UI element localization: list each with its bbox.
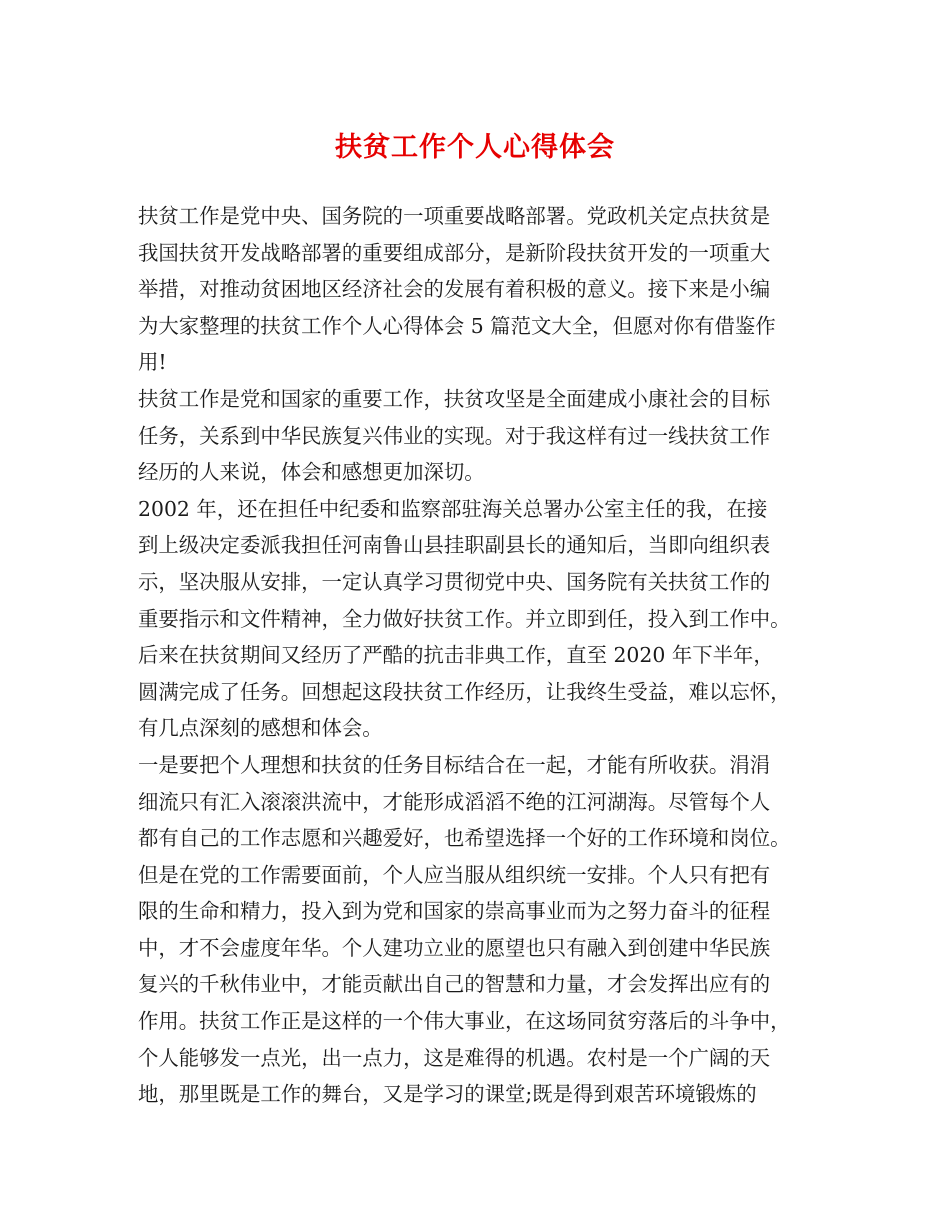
document-body	[138, 198, 828, 1113]
body-line: 为大家整理的扶贫工作个人心得体会 5 篇范文大全，但愿对你有借鉴作	[138, 313, 776, 338]
body-line: 扶贫工作是党中央、国务院的一项重要战略部署。党政机关定点扶贫是	[138, 204, 771, 228]
body-line: 重要指示和文件精神，全力做好扶贫工作。并立即到任，投入到工作中。	[138, 606, 791, 631]
body-line: 任务，关系到中华民族复兴伟业的实现。对于我这样有过一线扶贫工作	[138, 423, 771, 448]
body-line: 但是在党的工作需要面前，个人应当服从组织统一安排。个人只有把有	[138, 862, 771, 887]
body-line: 示，坚决服从安排，一定认真学习贯彻党中央、国务院有关扶贫工作的	[138, 569, 771, 594]
body-line: 有几点深刻的感想和体会。	[138, 716, 383, 741]
body-line: 个人能够发一点光，出一点力，这是难得的机遇。农村是一个广阔的天	[138, 1045, 771, 1070]
body-line: 作用。扶贫工作正是这样的一个伟大事业，在这场同贫穷落后的斗争中，	[138, 1009, 791, 1034]
body-line: 一是要把个人理想和扶贫的任务目标结合在一起，才能有所收获。涓涓	[138, 752, 771, 777]
body-line: 地，那里既是工作的舞台，又是学习的课堂;既是得到艰苦环境锻炼的	[138, 1082, 757, 1107]
body-line: 举措，对推动贫困地区经济社会的发展有着积极的意义。接下来是小编	[138, 277, 771, 302]
body-line: 到上级决定委派我担任河南鲁山县挂职副县长的通知后，当即向组织表	[138, 533, 771, 558]
body-line: 都有自己的工作志愿和兴趣爱好，也希望选择一个好的工作环境和岗位。	[138, 826, 791, 851]
body-line: 圆满完成了任务。回想起这段扶贫工作经历，让我终生受益，难以忘怀，	[138, 679, 791, 704]
body-line: 细流只有汇入滚滚洪流中，才能形成滔滔不绝的江河湖海。尽管每个人	[138, 789, 771, 814]
body-line: 中，才不会虚度年华。个人建功立业的愿望也只有融入到创建中华民族	[138, 935, 771, 960]
body-line: 复兴的千秋伟业中，才能贡献出自己的智慧和力量，才会发挥出应有的	[138, 972, 771, 997]
body-line: 经历的人来说，体会和感想更加深切。	[138, 460, 485, 485]
body-line: 我国扶贫开发战略部署的重要组成部分，是新阶段扶贫开发的一项重大	[138, 240, 771, 265]
body-line: 用!	[138, 350, 167, 375]
body-line: 限的生命和精力，投入到为党和国家的崇高事业而为之努力奋斗的征程	[138, 899, 771, 924]
body-line: 2002 年，还在担任中纪委和监察部驻海关总署办公室主任的我，在接	[138, 496, 768, 521]
body-line: 后来在扶贫期间又经历了严酷的抗击非典工作，直至 2020 年下半年，	[138, 643, 774, 668]
document-title: 扶贫工作个人心得体会	[335, 132, 615, 163]
body-line: 扶贫工作是党和国家的重要工作，扶贫攻坚是全面建成小康社会的目标	[138, 386, 771, 411]
